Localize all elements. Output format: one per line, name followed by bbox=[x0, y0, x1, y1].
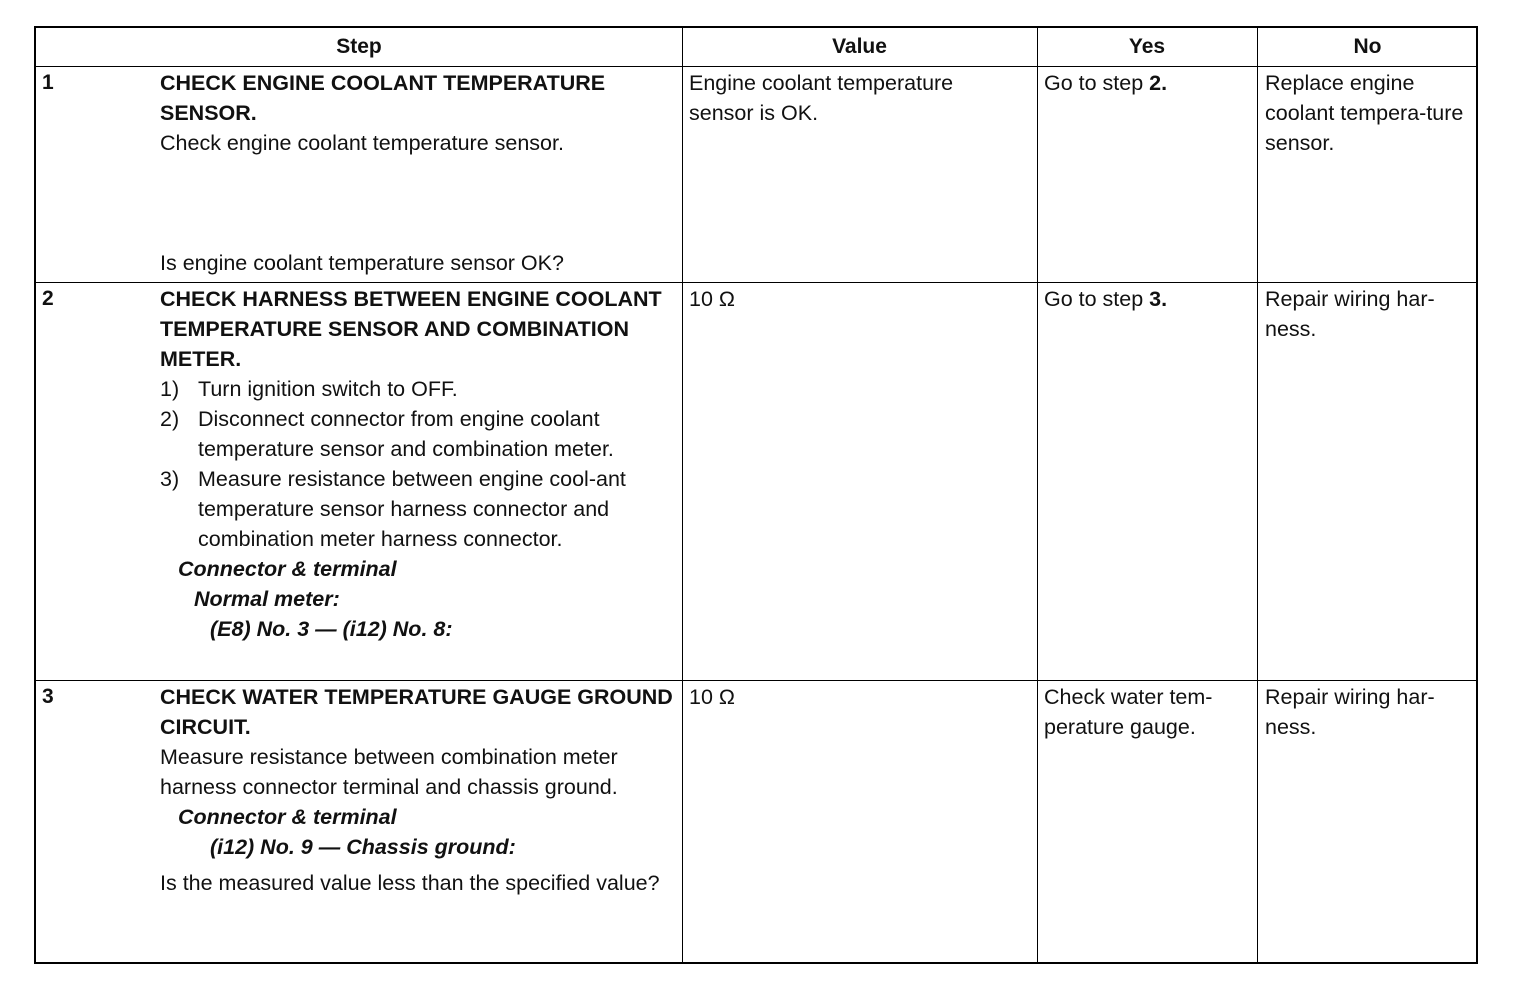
connector-label: Connector & terminal bbox=[178, 805, 397, 829]
row-divider bbox=[36, 282, 1476, 283]
yes-cell bbox=[1044, 284, 1249, 314]
yes-text: Go to step bbox=[1044, 71, 1150, 95]
yes-cell bbox=[1044, 68, 1249, 98]
column-divider bbox=[1257, 28, 1258, 962]
value-cell: Engine coolant temperature sensor is OK. bbox=[689, 71, 954, 125]
list-text: Measure resistance between engine cool-ant temperature sensor harness connector and combination meter harness connector. bbox=[198, 467, 626, 551]
no-cell: Repair wiring har-ness. bbox=[1265, 287, 1435, 341]
list-item bbox=[160, 464, 676, 554]
header-no: No bbox=[1353, 35, 1382, 58]
list-number: 3) bbox=[160, 467, 180, 491]
header-step: Step bbox=[336, 35, 382, 58]
step-number: 2 bbox=[42, 287, 54, 310]
value-cell: 10 Ω bbox=[689, 685, 735, 709]
no-cell: Replace engine coolant tempera-ture sensor. bbox=[1265, 71, 1464, 155]
terminal-spec: (E8) No. 3 — (i12) No. 8: bbox=[210, 617, 453, 641]
diagnostic-table bbox=[34, 26, 1478, 964]
list-number: 2) bbox=[160, 407, 180, 431]
step-title: CHECK HARNESS BETWEEN ENGINE COOLANT TEMPERATURE SENSOR AND COMBINATION METER. bbox=[160, 287, 662, 371]
step-title: CHECK WATER TEMPERATURE GAUGE GROUND CIRCUIT. bbox=[160, 685, 673, 739]
list-item bbox=[160, 404, 676, 464]
yes-text: Go to step bbox=[1044, 287, 1150, 311]
yes-step: 2. bbox=[1149, 71, 1168, 95]
no-cell: Repair wiring har-ness. bbox=[1265, 685, 1435, 739]
step-cell bbox=[160, 284, 676, 644]
connector-label: Connector & terminal bbox=[178, 557, 397, 581]
column-divider bbox=[1037, 28, 1038, 962]
step-number: 3 bbox=[42, 685, 54, 708]
step-title: CHECK ENGINE COOLANT TEMPERATURE SENSOR. bbox=[160, 71, 606, 125]
row-divider bbox=[36, 66, 1476, 67]
step-number: 1 bbox=[42, 71, 54, 94]
header-yes: Yes bbox=[1128, 35, 1166, 58]
list-text: Disconnect connector from engine coolant temperature sensor and combination meter. bbox=[198, 407, 614, 461]
yes-cell: Check water tem-perature gauge. bbox=[1044, 685, 1213, 739]
step-instruction: Measure resistance between combination meter harness connector terminal and chassis ground. bbox=[160, 745, 618, 799]
step-cell bbox=[160, 68, 680, 280]
step-instruction: Check engine coolant temperature sensor. bbox=[160, 131, 564, 155]
terminal-spec: (i12) No. 9 — Chassis ground: bbox=[210, 835, 516, 859]
header-value: Value bbox=[832, 35, 887, 58]
step-cell bbox=[160, 682, 676, 898]
row-divider bbox=[36, 680, 1476, 681]
value-cell: 10 Ω bbox=[689, 287, 735, 311]
list-item bbox=[160, 374, 676, 404]
column-divider bbox=[682, 28, 683, 962]
yes-step: 3. bbox=[1149, 287, 1168, 311]
meter-label: Normal meter: bbox=[194, 587, 340, 611]
list-text: Turn ignition switch to OFF. bbox=[198, 377, 458, 401]
list-number: 1) bbox=[160, 377, 180, 401]
step-question: Is the measured value less than the specified value? bbox=[160, 871, 660, 895]
step-question: Is engine coolant temperature sensor OK? bbox=[160, 251, 564, 275]
